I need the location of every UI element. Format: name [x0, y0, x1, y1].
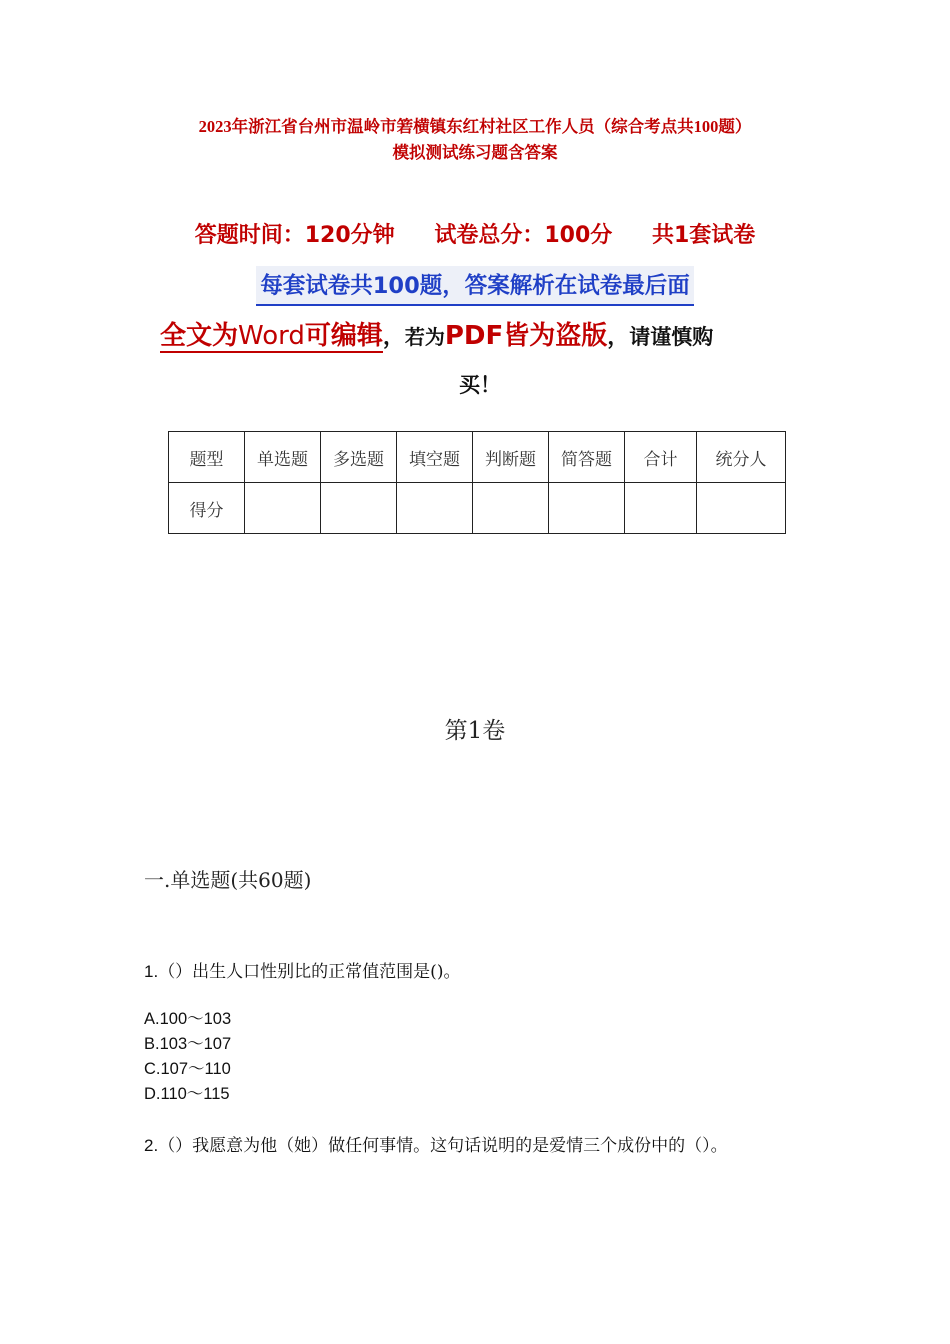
- title-line-1: 2023年浙江省台州市温岭市箬横镇东红村社区工作人员（综合考点共100题）: [198, 117, 752, 136]
- table-cell: 题型: [169, 432, 245, 483]
- question-number: 2.: [144, 1136, 159, 1155]
- notice-comma-1: ，: [382, 325, 405, 350]
- score-input-cell[interactable]: [245, 483, 321, 534]
- piracy-notice: PDF皆为盗版: [444, 321, 608, 351]
- answer-notice-text: 每套试卷共100题，答案解析在试卷最后面: [256, 266, 693, 306]
- exam-set-count: 共1套试卷: [651, 223, 756, 248]
- score-input-cell[interactable]: [473, 483, 549, 534]
- option-c[interactable]: C.107～110: [144, 1060, 231, 1078]
- table-cell: 合计: [625, 432, 697, 483]
- notice-if: 若为: [404, 325, 445, 349]
- score-table-header-row: [169, 432, 786, 483]
- score-input-cell[interactable]: [625, 483, 697, 534]
- table-cell: 单选题: [245, 432, 321, 483]
- editable-word: Word: [238, 321, 305, 351]
- question-1-options: [144, 1007, 231, 1107]
- score-table: [168, 431, 786, 534]
- editable-notice: [160, 321, 383, 353]
- copyright-notice: [160, 310, 800, 405]
- option-b[interactable]: B.103～107: [144, 1035, 232, 1053]
- question-text: （）我愿意为他（她）做任何事情。这句话说明的是爱情三个成份中的（）。: [158, 1136, 728, 1156]
- exam-time: 答题时间：120分钟: [194, 223, 395, 248]
- editable-text-1: 全文为: [160, 321, 239, 351]
- table-cell: 得分: [169, 483, 245, 534]
- score-input-cell[interactable]: [397, 483, 473, 534]
- question-text: （）出生人口性别比的正常值范围是()。: [158, 962, 461, 982]
- option-a[interactable]: A.100～103: [144, 1010, 232, 1028]
- question-1: [144, 957, 460, 982]
- volume-title: 第1卷: [444, 718, 506, 744]
- question-2: [144, 1131, 728, 1156]
- question-number: 1.: [144, 962, 159, 981]
- title-line-2: 模拟测试练习题含答案: [392, 143, 558, 162]
- answer-notice: [0, 266, 950, 306]
- option-d[interactable]: D.110～115: [144, 1085, 230, 1103]
- table-cell: 多选题: [321, 432, 397, 483]
- exam-total-score: 试卷总分：100分: [434, 223, 613, 248]
- notice-comma-2: ，: [607, 325, 630, 350]
- score-table-score-row: [169, 483, 786, 534]
- caution-notice: 请谨慎购: [629, 325, 714, 349]
- table-cell: 简答题: [549, 432, 625, 483]
- table-cell: 统分人: [697, 432, 786, 483]
- exam-info: [0, 218, 950, 249]
- table-cell: 判断题: [473, 432, 549, 483]
- table-cell: 填空题: [397, 432, 473, 483]
- score-input-cell[interactable]: [697, 483, 786, 534]
- score-input-cell[interactable]: [549, 483, 625, 534]
- section-heading: 一.单选题(共60题): [144, 868, 312, 892]
- document-title: [110, 114, 840, 166]
- caution-notice-end: 买！: [459, 373, 501, 397]
- editable-text-2: 可编辑: [304, 321, 383, 351]
- score-input-cell[interactable]: [321, 483, 397, 534]
